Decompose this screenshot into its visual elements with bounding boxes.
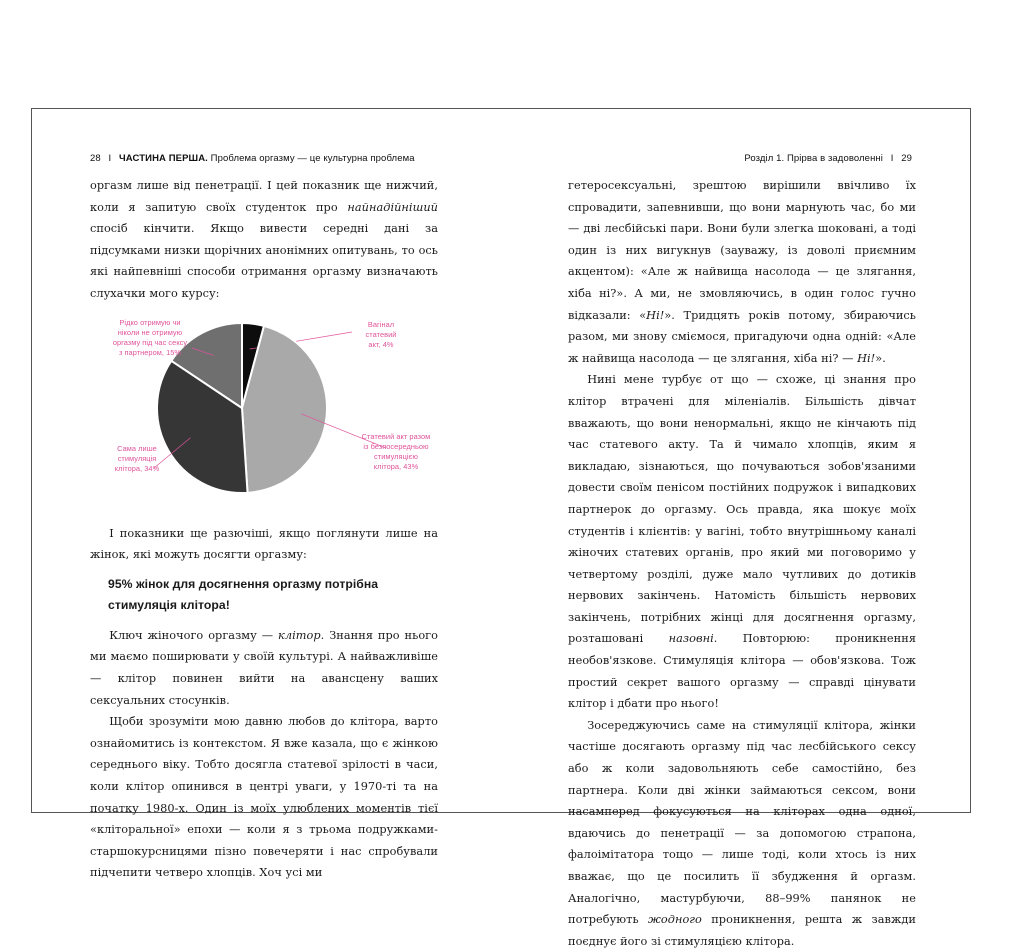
left-page-number: 28 (90, 153, 101, 164)
part-label: ЧАСТИНА ПЕРША. (119, 153, 208, 164)
paragraph: оргазм лише від пенетрації. І цей показник ще нижчий, коли я запитую своїх студенток про найнадійніший спосіб кінчити. Якщо вивести середні дані за підсумками низки щорічних анонімних опитувань, то ось які найпевніші способи отримання оргазму визначають слухачки мого курсу: (90, 179, 438, 300)
label-clitoral: Сама лише стимуляція клітора, 34% (114, 443, 160, 473)
left-running-head (90, 153, 415, 164)
paragraph: Зосереджуючись саме на стимуляції клітора, жінки частіше досягають оргазму під час лесбійського сексу або ж коли задовольняють себе самостійно, без партнера. Коли дві жінки займаються сексом, вони насамперед фокусуються на кліторах одна одної, вдаючись до пенетрації — за допомогою страпона, фалоімітатора тощо — лише тоді, коли хтось із них вважає, що це посилить її збудження й оргазм. Аналогічно, мастурбуючи, 88–99% панянок не потребують жодного проникнення, решта ж завжди поєднує його зі стимуляцією клітора. (568, 718, 916, 948)
label-intercourse: Вагінал статевий акт, 4% (365, 319, 397, 349)
pie-chart (90, 308, 438, 518)
header-separator: I (108, 153, 112, 164)
chapter-title: Розділ 1. Прірва в задоволенні (744, 153, 883, 164)
part-title: Проблема оргазму — це культурна проблема (210, 153, 415, 164)
right-page-number: 29 (901, 153, 912, 164)
paragraph: Нині мене турбує от що — схоже, ці знання про клітор втрачені для міленіалів. Більшість дівчат вважають, що вони ненормальні, якщо не кінчають під час статевого акту. Та й чимало хлопців, яким я викладаю, зізнаються, що почуваються зобов'язаними довести своїм пенісом постійних подружок і випадкових партнерок до оргазму. Ось правда, яка шокує моїх студентів і клієнтів: у вагіні, тобто внутрішньому каналі жіночих статевих органів, про який ми поговоримо у четвертому розділі, дуже мало чутливих до дотиків нервових закінчень. Натомість більшість нервових закінчень, потрібних жінці для досягнення оргазму, розташовані назовні. Повторюю: проникнення необов'язкове. Стимуляція клітора — обов'язкова. Тож простий секрет вашого оргазму — справді цінувати клітор і дбати про нього! (568, 373, 916, 711)
paragraph: Щоби зрозуміти мою давню любов до клітора, варто ознайомитись із контекстом. Я вже казала, що є жінкою середнього віку. Тобто досягла статевої зрілості в часи, коли клітор опинився в центрі уваги, у 1970-ті та на початку 1980-х. Один із моїх улюблених моментів тієї «кліторальної» епохи — коли я з трьома подружками-старшокурсницями пізно повечеряти і нас спробували підчепити четверо хлопців. Хоч усі ми (90, 715, 438, 880)
label-combined: Статевий акт разом із безпосередньою стимуляцією клітора, 43% (361, 431, 431, 471)
right-page-text (568, 175, 916, 952)
right-running-head (744, 153, 912, 164)
paragraph: гетеросексуальні, зрештою вирішили ввічливо їх спровадити, запевнивши, що вони марнують час, бо ми — дві лесбійські пари. Вони були злегка шоковані, а тоді один із них вигукнув (зауважу, із доволі приємним акцентом): «Але ж найвища насолода — це злягання, хіба ні?». А ми, не змовляючись, в один голос гучно відказали: «Ні!». Тридцять років потому, збираючись разом, ми знову сміємося, пригадуючи одна одній: «Але ж найвища насолода — це злягання, хіба ні? — Ні!». (568, 179, 916, 365)
paragraph: І показники ще разючіші, якщо поглянути лише на жінок, які можуть досягти оргазму: (90, 526, 438, 562)
highlight-callout: 95% жінок для досягнення оргазму потрібна стимуляція клітора! (108, 576, 379, 612)
left-page-text (90, 175, 438, 884)
label-never-orgasm: Рідко отримую чи ніколи не отримую оргазму під час сексу з партнером, 15% (112, 317, 188, 357)
header-separator: I (890, 153, 894, 164)
book-spread (31, 108, 971, 948)
paragraph: Ключ жіночого оргазму — клітор. Знання про нього ми маємо поширювати у своїй культурі. А найважливіше — клітор повинен вийти на авансцену ваших сексуальних стосунків. (90, 628, 438, 707)
